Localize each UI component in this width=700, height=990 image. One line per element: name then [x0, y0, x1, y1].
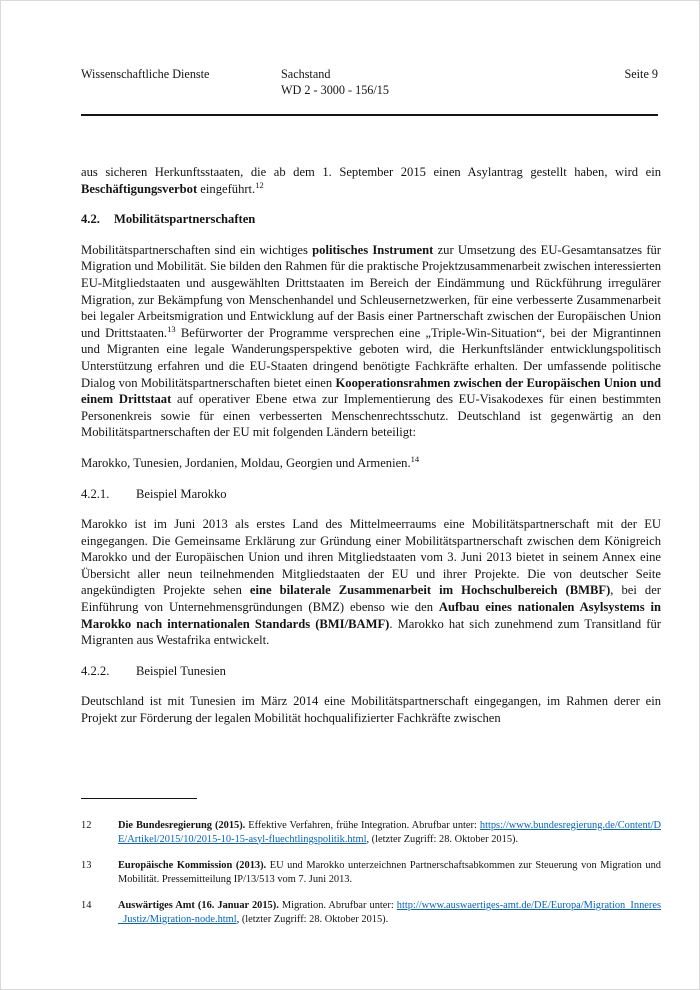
text-run: Kooperationsrahmen zwischen der Europäischen Union und einem Drittstaat [81, 375, 661, 407]
text-run: . Marokko hat sich zunehmend zum Transitland für Migranten aus Westafrika entwickelt. [81, 616, 661, 648]
heading-number: 4.2.2. [81, 663, 110, 678]
text-run: Marokko ist im Juni 2013 als erstes Land des Mittelmeerraums eine Mobilitätspartnerschaft mit der EU eingegangen. Die Gemeinsame Erklärung zur Gründung einer Mobilitätspartnerschaft zwischen dem Königreich Marokko und der Europäischen Union und ihren Mitgliedstaaten vom 3. Juni 2013 bietet in seinem Annex eine Übersicht aller neun teilnehmenden Mitgliedstaaten der EU und ihrer Projekte. Die von deutscher Seite angekündigten Projekte sehen [81, 517, 661, 598]
paragraph [81, 242, 661, 441]
hyperlink[interactable]: https://www.bundesregierung.de/Content/DE/Artikel/2015/10/2015-10-15-asyl-fluechtlingspolitik.html [118, 820, 662, 845]
footnote-ref: 14 [410, 453, 420, 464]
footnote-ref: 12 [255, 179, 264, 190]
text-run: EU und Marokko unterzeichnen Partnerschaftsabkommen zur Steuerung von Migration und Mobilität. Pressemitteilung IP/13/513 vom 7. Juni 2013. [118, 860, 661, 885]
heading-text: Beispiel Marokko [136, 486, 227, 501]
text-run: , (letzter Zugriff: 28. Oktober 2015). [366, 833, 519, 845]
footnote-item [81, 899, 661, 926]
header-organization: Wissenschaftliche Dienste [81, 67, 210, 81]
text-run: eine bilaterale Zusammenarbeit im Hochschulbereich (BMBF) [249, 583, 611, 598]
section-heading [81, 486, 661, 503]
text-run: Auswärtiges Amt (16. Januar 2015). [118, 900, 279, 911]
section-heading [81, 663, 661, 680]
text-run: eingeführt. [197, 181, 256, 196]
footnote-section [81, 798, 661, 939]
text-run: Marokko, Tunesien, Jordanien, Moldau, Georgien und Armenien. [81, 455, 411, 470]
header-doc-type: Sachstand [281, 67, 331, 81]
footnote-ref: 13 [167, 323, 176, 334]
text-run: Europäische Kommission (2013). [118, 860, 267, 871]
text-run: , bei der Einführung von Unternehmensgründungen (BMZ) ebenso wie den [81, 583, 661, 615]
footnote-text [118, 859, 661, 886]
paragraph [81, 516, 661, 649]
footnote-item [81, 859, 661, 886]
footnote-separator [81, 798, 197, 799]
text-run: Befürworter der Programme versprechen eine „Triple-Win-Situation“, bei der Migrantinnen und Migranten eine legale Wanderungsperspektive geboten wird, die Herkunftsländer entwicklungspolitisch Unterstützung erfahren und die EU-Staaten dringend benötigte Fachkräfte erhalten. Der umfassende politische Dialog von Mobilitätspartnerschaften bietet einen [81, 325, 661, 390]
text-run: auf operativer Ebene etwa zur Implementierung des EU-Visakodexes für einen bestimmten Personenkreis sowie für einen verbesserten Menschenrechtsschutz. Deutschland ist gegenwärtig an den Mobilitätspartnerschaften der EU mit folgenden Ländern beteiligt: [81, 392, 661, 440]
text-run: aus sicheren Herkunftsstaaten, die ab dem 1. September 2015 einen Asylantrag gestellt haben, wird ein [81, 165, 661, 179]
text-run: Die Bundesregierung (2015). [118, 820, 246, 831]
paragraph [81, 693, 661, 726]
text-run: Deutschland ist mit Tunesien im März 2014 eine Mobilitätspartnerschaft eingegangen, im Rahmen derer ein Projekt zur Förderung der legalen Mobilität hochqualifizierter Fachkräfte zwischen [81, 694, 661, 726]
heading-number: 4.2.1. [81, 486, 110, 501]
paragraph [81, 455, 661, 472]
text-run: Migration. Abrufbar unter: [278, 900, 397, 911]
footnote-text [118, 899, 661, 926]
text-run: Mobilitätspartnerschaften sind ein wichtiges [81, 242, 313, 257]
footnote-list [81, 819, 661, 926]
text-run: politisches Instrument [312, 242, 434, 257]
footnote-number: 13 [81, 860, 92, 871]
text-run: Beschäftigungsverbot [81, 181, 198, 196]
heading-text: Beispiel Tunesien [136, 663, 226, 678]
section-heading [81, 211, 661, 228]
text-run: Aufbau eines nationalen Asylsystems in Marokko nach internationalen Standards (BMI/BAMF) [81, 600, 661, 631]
header-page-number: Seite 9 [624, 67, 658, 81]
footnote-number: 14 [81, 900, 92, 911]
text-run: Effektive Verfahren, frühe Integration. Abrufbar unter: [245, 820, 480, 831]
text-run: zur Umsetzung des EU-Gesamtansatzes für Migration und Mobilität. Sie bilden den Rahmen für die praktische Projektzusammenarbeit zwischen interessierten EU-Mitgliedstaaten und ausgewählten Drittstaaten im Bereich der Eindämmung und Rückführung irregulärer Migration, zur Bekämpfung von Menschenhandel und Schleusernetzwerken, für eine verbesserte Zusammenarbeit bei legaler Arbeitsmigration und Entwicklung auf der Basis einer Partnerschaft zwischen der Europäischen Union und Drittstaaten. [81, 242, 662, 340]
text-run: , (letzter Zugriff: 28. Oktober 2015). [236, 913, 389, 925]
footnote-number: 12 [81, 820, 92, 831]
footnote-item [81, 819, 661, 846]
paragraph [81, 164, 661, 197]
header-doc-info [281, 67, 389, 98]
hyperlink[interactable]: http://www.auswaertiges-amt.de/DE/Europa/Migration_Inneres_Justiz/Migration-node.html [118, 900, 661, 925]
heading-number: 4.2. [81, 212, 100, 227]
document-body [81, 164, 661, 741]
header-divider [81, 114, 658, 116]
heading-text: Mobilitätspartnerschaften [114, 212, 256, 227]
header-doc-number: WD 2 - 3000 - 156/15 [281, 82, 389, 97]
footnote-text [118, 819, 661, 846]
